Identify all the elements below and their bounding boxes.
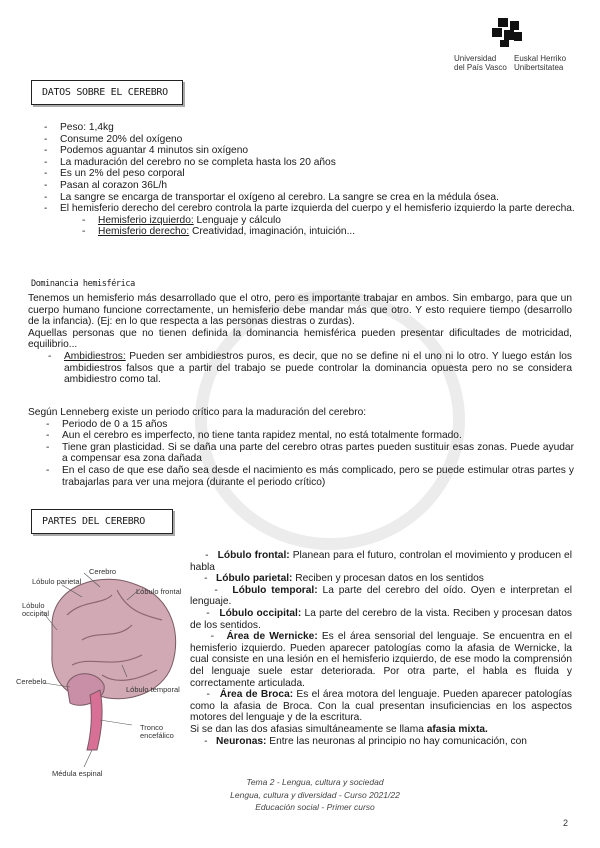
lenneberg-block — [28, 407, 574, 488]
list-item: - La maduración del cerebro no se completa hasta los 20 años — [44, 157, 580, 169]
facts-block — [0, 122, 580, 238]
dominance-block — [28, 293, 572, 386]
label-tronco-1: Tronco — [140, 723, 164, 732]
lobe-item: - Lóbulo frontal: Planean para el futuro, controlan el movimiento y producen el habla — [190, 550, 572, 573]
lenneberg-list — [46, 419, 574, 489]
list-item: - Es un 2% del peso corporal — [44, 168, 580, 180]
page-footer — [160, 776, 470, 814]
label-cerebro: Cerebro — [89, 567, 117, 576]
dominance-paragraph-2: Aquellas personas que no tienen definida la dominancia hemisférica pueden presentar dificultades de motricidad, equilibrio... — [28, 327, 572, 351]
list-item: - Hemisferio derecho: Creatividad, imaginación, intuición... — [82, 226, 580, 238]
page-number: 2 — [563, 818, 569, 828]
hemispheres-list — [82, 215, 580, 238]
list-item: - Ambidiestros: Pueden ser ambidiestros puros, es decir, que no se define ni el uno ni lo otro. Y luego están los ambidiestros falsos que a partir del trabajo se puede controlar la dominancia opuesta pero no se considera ambidiestro como tal. — [48, 351, 572, 386]
lobes-list — [190, 550, 572, 724]
lobes-block — [190, 550, 572, 747]
list-item: - Tiene gran plasticidad. Si se daña una parte del cerebro otras partes pueden sustituir esas zonas. Puede ayudar a compensar esa zona dañada — [46, 442, 574, 465]
lobe-item: - Lóbulo occipital: La parte del cerebro de la vista. Reciben y procesan datos de los sentidos. — [190, 607, 572, 631]
logo-line1-right: Euskal Herriko — [514, 54, 567, 63]
logo-line1-left: Universidad — [454, 54, 497, 63]
label-medula: Médula espinal — [52, 769, 103, 778]
section-title-partes — [31, 509, 173, 534]
label-occipital-2: occipital — [22, 609, 50, 618]
footer-line-2: Lengua, cultura y diversidad - Curso 2021/22 — [230, 789, 400, 800]
label-temporal: Lóbulo temporal — [126, 685, 180, 694]
ambidextrous-list — [48, 351, 572, 386]
lenneberg-intro: Según Lenneberg existe un periodo crítico para la maduración del cerebro: — [28, 407, 367, 418]
list-item: - La sangre se encarga de transportar el oxígeno al cerebro. La sangre se crea en la médula ósea. — [44, 192, 580, 204]
list-item: - Peso: 1,4kg — [44, 122, 580, 134]
footer-line-3: Educación social - Primer curso — [255, 802, 375, 812]
section-title-datos — [31, 80, 183, 105]
list-item: - En el caso de que ese daño sea desde el nacimiento es más complicado, pero se puede estimular otras partes y trabajarlas para ver una mejora (durante el periodo crítico) — [46, 465, 574, 488]
lobe-item: - Área de Wernicke: Es el área sensorial del lenguaje. Se encuentra en el hemisferio izquierdo. Pueden aparecer patologías como la afasia de Wernicke, la cual consiste en una lesión en el hemisferio izquierdo, de ese modo la comprensión del lenguaje suele estar deteriorada. Por otra parte, el habla es fluida y correctamente articulada. — [190, 631, 572, 689]
dominance-heading: Dominancia hemisférica — [31, 279, 135, 289]
university-logo — [446, 16, 586, 76]
list-item: - Hemisferio izquierdo: Lenguaje y cálculo — [82, 215, 580, 227]
lobe-item: - Lóbulo temporal: La parte del cerebro del oído. Oyen e interpretan el lenguaje. — [190, 584, 572, 608]
logo-emblem-icon — [490, 18, 524, 48]
brain-illustration — [12, 545, 190, 785]
label-occipital-1: Lóbulo — [22, 601, 45, 610]
lobe-item: - Lóbulo parietal: Reciben y procesan datos en los sentidos — [190, 573, 484, 585]
facts-list — [44, 122, 580, 215]
label-parietal: Lóbulo parietal — [32, 577, 82, 586]
logo-line2-left: del País Vasco — [454, 63, 507, 72]
section-title-text: PARTES DEL CEREBRO — [42, 516, 145, 527]
list-item: - Podemos aguantar 4 minutos sin oxígeno — [44, 145, 580, 157]
list-item: - Periodo de 0 a 15 años — [46, 419, 574, 431]
label-frontal: Lóbulo frontal — [136, 587, 182, 596]
footer-line-1: Tema 2 - Lengua, cultura y sociedad — [246, 777, 384, 787]
list-item: - El hemisferio derecho del cerebro controla la parte izquierda del cuerpo y el hemisferio izquierdo la parte derecha. — [44, 203, 580, 215]
logo-line2-right: Unibertsitatea — [514, 63, 564, 72]
list-item: - Pasan al corazon 36L/h — [44, 180, 580, 192]
label-tronco-2: encefálico — [140, 731, 174, 740]
list-item: - Aun el cerebro es imperfecto, no tiene tanta rapidez mental, no está totalmente formado. — [46, 430, 574, 442]
neurons-item: - Neuronas: Entre las neuronas al principio no hay comunicación, con — [190, 735, 527, 747]
mixed-aphasia: Si se dan las dos afasias simultáneamente se llama afasia mixta. — [190, 723, 488, 735]
lobe-item: - Área de Broca: Es el área motora del lenguaje. Pueden aparecer patologías como la afasia de Broca. Con la cual presentan insuficiencias en los aspectos motores del lenguaje y de la escritura. — [190, 689, 572, 724]
list-item: - Consume 20% del oxígeno — [44, 134, 580, 146]
section-title-text: DATOS SOBRE EL CEREBRO — [42, 87, 168, 98]
dominance-paragraph-1: Tenemos un hemisferio más desarrollado que el otro, pero es importante trabajar en ambos. Sin embargo, para que un cuerpo humano funcione correctamente, un hemisferio debe mandar más que otro. Y esto requiere tiempo (desarrollo de la infancia). (Ej: en lo que respecta a las personas diestras o zurdas). — [28, 293, 572, 328]
label-cerebelo: Cerebelo — [16, 677, 47, 686]
